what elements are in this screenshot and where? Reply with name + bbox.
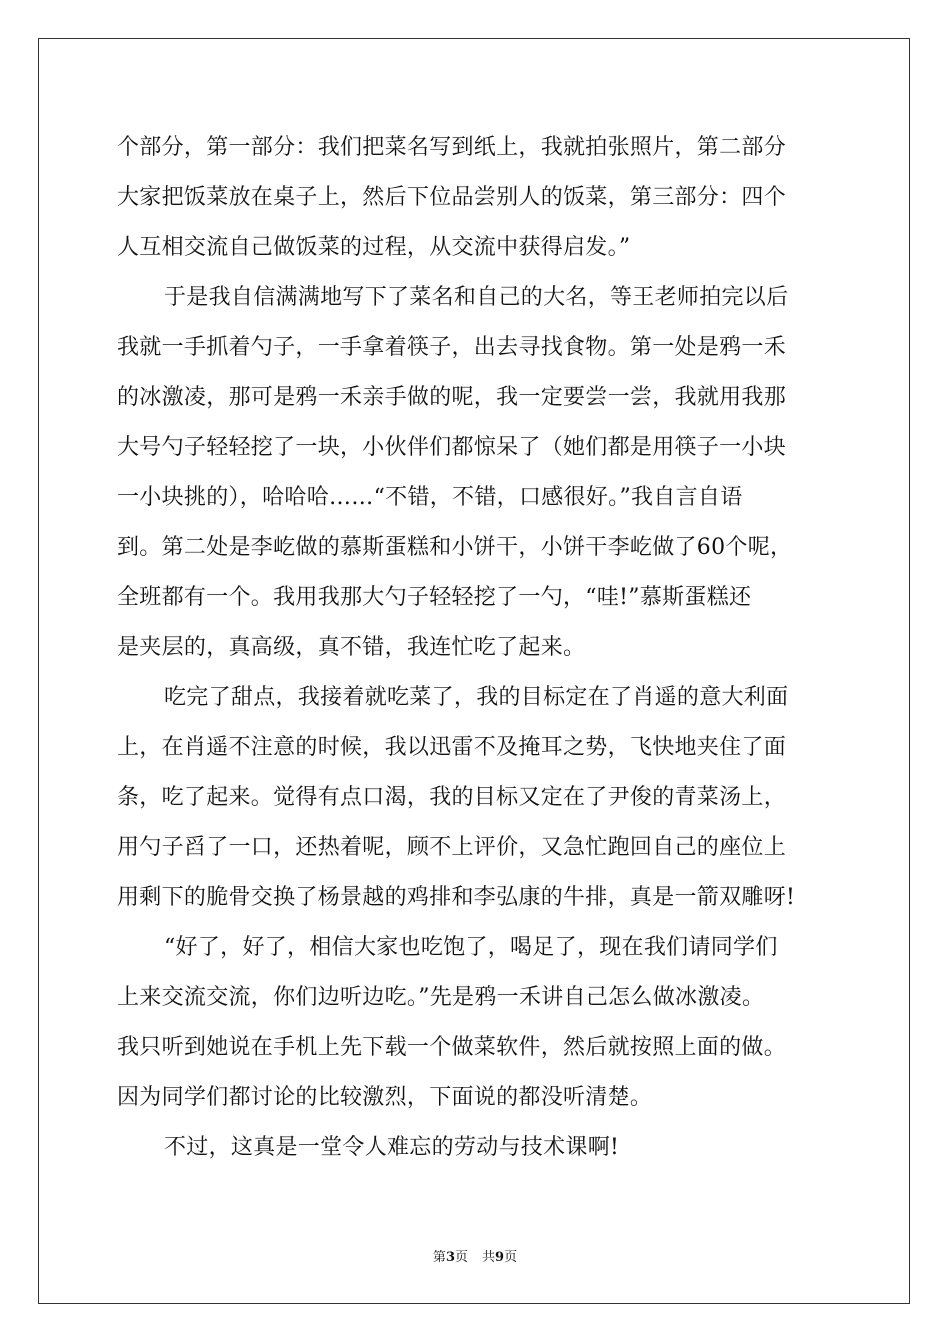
text-line: 用剩下的脆骨交换了杨景越的鸡排和李弘康的牛排，真是一箭双雕呀! [117,885,796,910]
text-line: 我就一手抓着勺子，一手拿着筷子，出去寻找食物。第一处是鸦一禾 [117,335,787,360]
page-border [38,38,910,1304]
text-line: 上，在肖遥不注意的时候，我以迅雷不及掩耳之势，飞快地夹住了面 [117,735,787,760]
paragraph-start-line: 不过，这真是一堂令人难忘的劳动与技术课啊! [164,1135,620,1160]
text-line: 上来交流交流，你们边听边吃。”先是鸦一禾讲自己怎么做冰激凌。 [117,985,765,1010]
text-line: 因为同学们都讨论的比较激烈，下面说的都没听清楚。 [117,1085,653,1110]
text-line: 是夹层的，真高级，真不错，我连忙吃了起来。 [117,635,586,660]
text-line: 全班都有一个。我用我那大勺子轻轻挖了一勺，“哇!”慕斯蛋糕还 [117,585,752,610]
page-number: 3 [445,1250,455,1265]
text-line: 我只听到她说在手机上先下载一个做菜软件，然后就按照上面的做。 [117,1035,787,1060]
paragraph-start-line: 于是我自信满满地写下了菜名和自己的大名，等王老师拍完以后 [164,285,789,310]
text-line: 条，吃了起来。觉得有点口渴，我的目标又定在了尹俊的青菜汤上， [117,785,787,810]
text-line: 个部分，第一部分：我们把菜名写到纸上，我就拍张照片，第二部分 [117,135,787,160]
paragraph-start-line: 吃完了甜点，我接着就吃菜了，我的目标定在了肖遥的意大利面 [164,685,789,710]
text-line: 到。第二处是李屹做的慕斯蛋糕和小饼干，小饼干李屹做了60个呢， [117,535,793,560]
text-line: 大号勺子轻轻挖了一块，小伙伴们都惊呆了（她们都是用筷子一小块 [117,435,787,460]
text-line: 一小块挑的），哈哈哈……“不错，不错，口感很好。”我自言自语 [117,485,743,510]
text-line: 用勺子舀了一口，还热着呢，顾不上评价，又急忙跑回自己的座位上 [117,835,787,860]
text-line: 大家把饭菜放在桌子上，然后下位品尝别人的饭菜，第三部分：四个 [117,185,787,210]
text-line: 人互相交流自己做饭菜的过程，从交流中获得启发。” [117,235,631,260]
page-prefix: 第 [432,1250,446,1265]
total-prefix: 共 [482,1250,496,1265]
page-footer [0,1250,950,1266]
paragraph-start-line: “好了，好了，相信大家也吃饱了，喝足了，现在我们请同学们 [164,935,778,960]
total-pages: 9 [495,1250,505,1265]
total-suffix: 页 [504,1250,518,1265]
text-line: 的冰激凌，那可是鸦一禾亲手做的呢，我一定要尝一尝，我就用我那 [117,385,787,410]
page-suffix: 页 [454,1250,468,1265]
